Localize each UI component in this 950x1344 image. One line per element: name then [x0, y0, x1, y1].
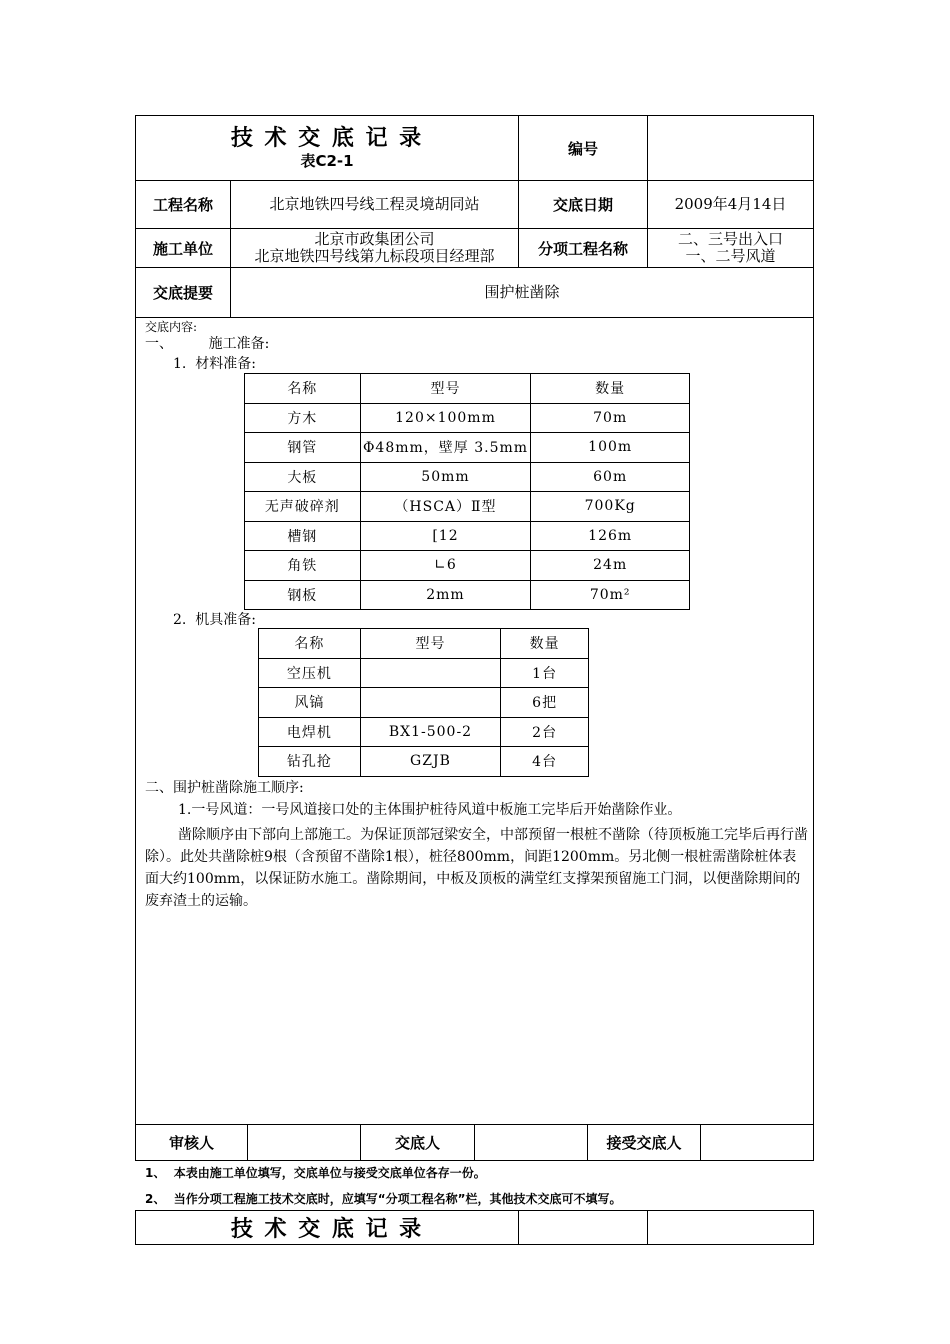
materials-header-row	[245, 374, 690, 404]
number-field[interactable]	[647, 115, 814, 181]
form-title: 技 术 交 底 记 录	[230, 126, 424, 151]
materials-cell: 钢管	[245, 433, 361, 463]
materials-table	[244, 373, 690, 610]
next-page-title: 技 术 交 底 记 录	[230, 1217, 424, 1242]
tools-cell: 2台	[501, 717, 589, 747]
tools-cell	[360, 658, 501, 688]
materials-row	[245, 551, 690, 581]
date-value: 2009年4月14日	[647, 180, 814, 229]
tools-header-row	[259, 629, 589, 659]
project-name-value: 北京地铁四号线工程灵境胡同站	[230, 180, 519, 229]
materials-cell: 24m	[531, 551, 690, 581]
receiver-label: 接受交底人	[587, 1124, 701, 1161]
materials-cell: 100m	[531, 433, 690, 463]
materials-heading: 1. 材料准备:	[173, 356, 256, 372]
title-cell	[135, 115, 519, 181]
subproject-value	[647, 228, 814, 268]
reviewer-label: 审核人	[135, 1124, 248, 1161]
summary-label: 交底提要	[135, 267, 231, 318]
materials-row	[245, 462, 690, 492]
presenter-label: 交底人	[360, 1124, 475, 1161]
number-label: 编号	[518, 115, 648, 181]
receiver-field[interactable]	[700, 1124, 814, 1161]
tools-heading: 2. 机具准备:	[173, 612, 256, 628]
tools-cell: 6把	[501, 688, 589, 718]
materials-cell: 70m	[531, 403, 690, 433]
tools-row	[259, 747, 589, 777]
presenter-field[interactable]	[474, 1124, 588, 1161]
tools-cell: 风镐	[259, 688, 361, 718]
materials-cell: Φ48mm，壁厚 3.5mm	[360, 433, 531, 463]
next-page-number-label	[518, 1210, 648, 1245]
materials-cell: 2mm	[360, 580, 531, 610]
section-1-heading: 一、 施工准备:	[145, 336, 270, 352]
materials-row	[245, 521, 690, 551]
materials-cell: 方木	[245, 403, 361, 433]
tools-row	[259, 717, 589, 747]
tools-cell	[360, 688, 501, 718]
materials-cell: 70m²	[531, 580, 690, 610]
subproject-label: 分项工程名称	[518, 228, 648, 268]
tools-row	[259, 688, 589, 718]
content-intro: 交底内容:	[145, 320, 198, 334]
materials-cell: （HSCA）Ⅱ型	[360, 492, 531, 522]
tools-cell: BX1-500-2	[360, 717, 501, 747]
summary-value: 围护桩凿除	[230, 267, 814, 318]
materials-header-cell: 数量	[531, 374, 690, 404]
tools-cell: 1台	[501, 658, 589, 688]
date-label: 交底日期	[518, 180, 648, 229]
reviewer-field[interactable]	[247, 1124, 361, 1161]
tools-cell: 钻孔抢	[259, 747, 361, 777]
materials-header-cell: 名称	[245, 374, 361, 404]
unit-value	[230, 228, 519, 268]
unit-line-1: 北京市政集团公司	[314, 230, 435, 248]
tools-cell: 空压机	[259, 658, 361, 688]
tools-cell: 4台	[501, 747, 589, 777]
next-page-number-field	[647, 1210, 814, 1245]
materials-cell: 大板	[245, 462, 361, 492]
unit-line-2: 北京地铁四号线第九标段项目经理部	[254, 247, 495, 265]
materials-cell: 120×100mm	[360, 403, 531, 433]
form-code: 表C2-1	[300, 152, 354, 170]
tools-cell: GZJB	[360, 747, 501, 777]
section-2-heading: 二、围护桩凿除施工顺序:	[145, 780, 304, 796]
tools-cell: 电焊机	[259, 717, 361, 747]
subproject-line-2: 一、二号风道	[685, 247, 776, 265]
materials-cell: 700Kg	[531, 492, 690, 522]
subproject-line-1: 二、三号出入口	[677, 230, 783, 248]
materials-header-cell: 型号	[360, 374, 531, 404]
materials-row	[245, 492, 690, 522]
materials-cell: ∟6	[360, 551, 531, 581]
project-name-label: 工程名称	[135, 180, 231, 229]
materials-cell: 角铁	[245, 551, 361, 581]
unit-label: 施工单位	[135, 228, 231, 268]
materials-cell: [12	[360, 521, 531, 551]
materials-cell: 槽钢	[245, 521, 361, 551]
materials-cell: 无声破碎剂	[245, 492, 361, 522]
paragraph-2: 凿除顺序由下部向上部施工。为保证顶部冠梁安全，中部预留一根桩不凿除（待顶板施工完毕后再行凿除）。此处共凿除桩9根（含预留不凿除1根），桩径800mm，间距1200mm。另北侧一根桩需凿除桩体表面大约100mm，以保证防水施工。凿除期间，中板及顶板的满堂红支撑架预留施工门洞，以便凿除期间的废弃渣土的运输。	[145, 827, 808, 909]
next-page-title-cell	[135, 1210, 519, 1245]
materials-row	[245, 433, 690, 463]
paragraph-1: 1.一号风道：一号风道接口处的主体围护桩待风道中板施工完毕后开始凿除作业。	[178, 802, 682, 818]
materials-row	[245, 403, 690, 433]
tools-header-cell: 型号	[360, 629, 501, 659]
materials-cell: 50mm	[360, 462, 531, 492]
note-2: 2、 当作分项工程施工技术交底时，应填写“分项工程名称”栏，其他技术交底可不填写。	[145, 1192, 622, 1206]
tools-row	[259, 658, 589, 688]
materials-row	[245, 580, 690, 610]
tools-header-cell: 名称	[259, 629, 361, 659]
tools-header-cell: 数量	[501, 629, 589, 659]
materials-cell: 126m	[531, 521, 690, 551]
materials-cell: 钢板	[245, 580, 361, 610]
tools-table	[258, 628, 589, 777]
note-1: 1、 本表由施工单位填写，交底单位与接受交底单位各存一份。	[145, 1166, 486, 1180]
materials-cell: 60m	[531, 462, 690, 492]
